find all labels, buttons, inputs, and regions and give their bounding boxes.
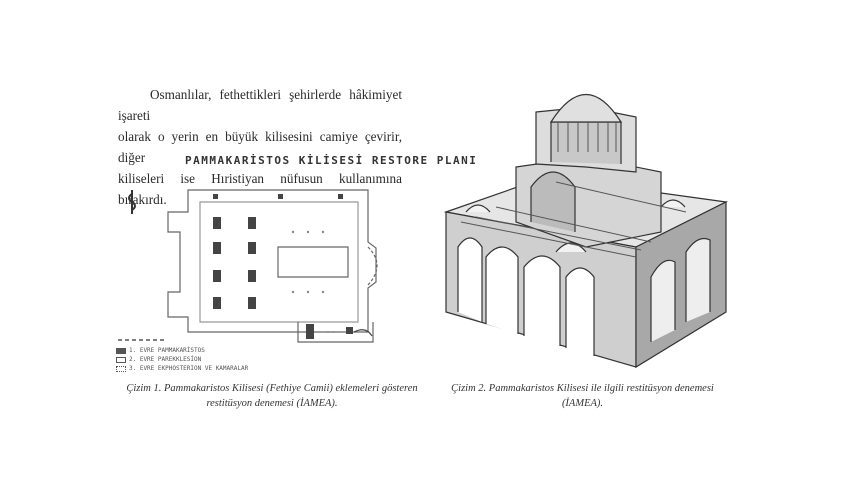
church-perspective-drawing — [436, 72, 736, 372]
figure1-caption — [112, 381, 432, 411]
plan-title: PAMMAKARİSTOS KİLİSESİ RESTORE PLANI — [185, 154, 478, 167]
caption-line: Çizim 2. Pammakaristos Kilisesi ile ilgili restitüsyon denemesi — [451, 383, 714, 394]
legend-item: 2. EVRE PAREKKLESİON — [129, 356, 202, 363]
paragraph-line: olarak o yerin en büyük kilisesini camiye çevirir, diğer — [118, 129, 402, 165]
legend-item: 3. EVRE EKPHOSTERION VE KAMARALAR — [129, 365, 249, 372]
floor-plan-drawing — [118, 172, 398, 344]
paragraph-line: kiliseleri ise Hıristiyan nüfusun kullanımına bırakırdı. — [118, 171, 402, 207]
legend-item: 1. EVRE PAMMAKARİSTOS — [129, 347, 205, 354]
paragraph-line: Osmanlılar, fethettikleri şehirlerde hâkimiyet işareti — [118, 87, 402, 123]
caption-line: restitüsyon denemesi (İAMEA). — [206, 398, 338, 409]
figure2-caption — [430, 381, 735, 411]
plan-legend — [116, 346, 248, 373]
north-arrow-icon — [129, 190, 135, 214]
caption-line: (İAMEA). — [561, 398, 604, 409]
caption-line: Çizim 1. Pammakaristos Kilisesi (Fethiye Camii) eklemeleri gösteren — [126, 383, 418, 394]
